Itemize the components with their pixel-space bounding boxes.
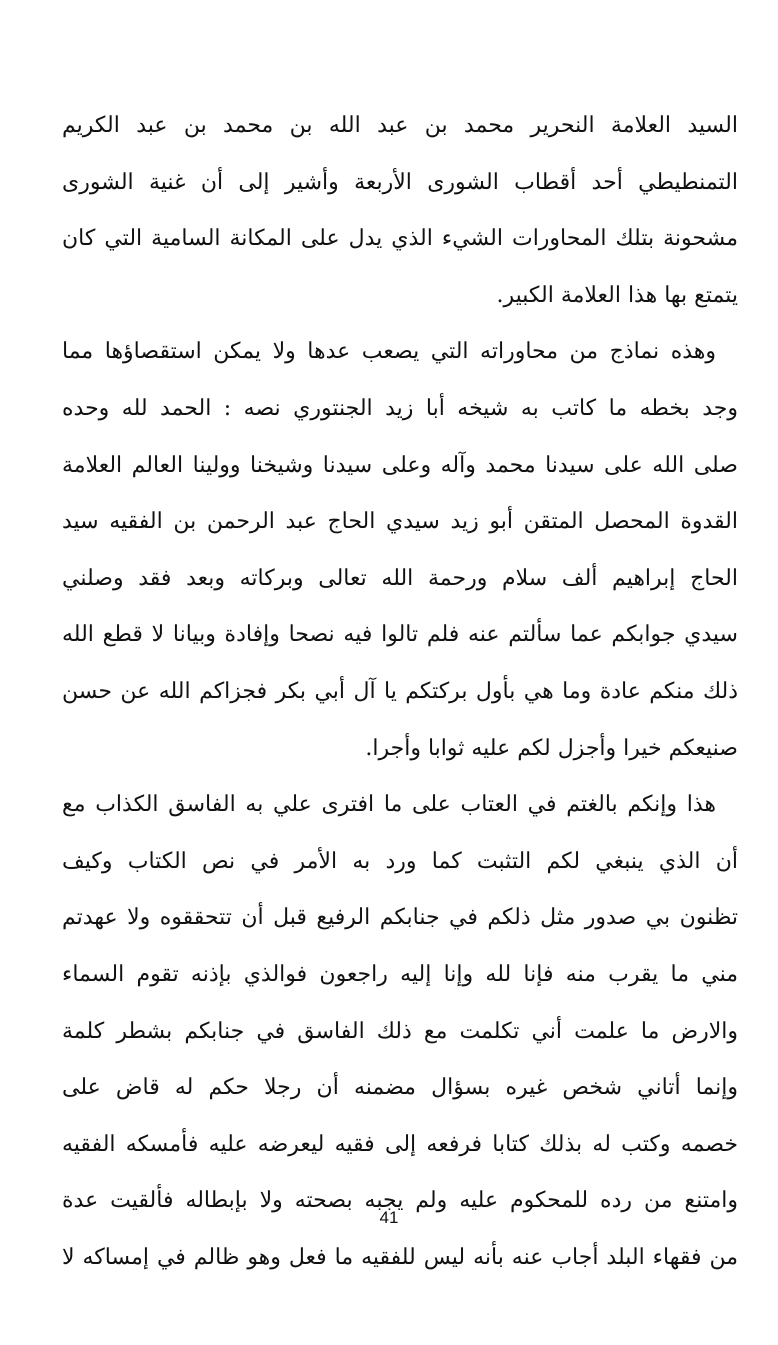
text-line: التمنطيطي أحد أقطاب الشورى الأربعة وأشير إلى أن غنية الشورى: [62, 169, 738, 195]
text-line: القدوة المحصل المتقن أبو زيد سيدي الحاج عبد الرحمن بن الفقيه سيد: [62, 509, 738, 535]
text-line: وامتنع من رده للمحكوم عليه ولم يجبه بصحته ولا بإبطاله فألقيت عدة: [62, 1188, 738, 1214]
text-line: يتمتع بها هذا العلامة الكبير.: [496, 282, 738, 308]
body-text: [62, 98, 738, 1286]
text-line: من فقهاء البلد أجاب عنه بأنه ليس للفقيه ما فعل وهو ظالم في إمساكه لا: [62, 1244, 738, 1270]
text-line: سيدي جوابكم عما سألتم عنه فلم تالوا فيه نصحا وإفادة وبيانا لا قطع الله: [62, 622, 738, 648]
page-number: 41: [379, 1208, 399, 1227]
text-line: والارض ما علمت أني تكلمت مع ذلك الفاسق في جنابكم بشطر كلمة: [62, 1018, 738, 1044]
paragraph-start-line: هذا وإنكم بالغتم في العتاب على ما افترى علي به الفاسق الكذاب مع: [62, 792, 716, 818]
text-line: خصمه وكتب له بذلك كتابا فرفعه إلى فقيه ليعرضه عليه فأمسكه الفقيه: [62, 1131, 738, 1157]
text-line: الحاج إبراهيم ألف سلام ورحمة الله تعالى وبركاته وبعد فقد وصلني: [62, 565, 738, 591]
text-line: تظنون بي صدور مثل ذلكم في جنابكم الرفيع قبل أن تتحققوه ولا عهدتم: [62, 905, 738, 931]
text-line: مشحونة بتلك المحاورات الشيء الذي يدل على المكانة السامية التي كان: [62, 226, 738, 252]
text-line: صلى الله على سيدنا محمد وآله وعلى سيدنا وشيخنا وولينا العالم العلامة: [62, 452, 738, 478]
text-line: أن الذي ينبغي لكم التثبت كما ورد به الأمر في نص الكتاب وكيف: [62, 848, 738, 874]
text-line: صنيعكم خيرا وأجزل لكم عليه ثوابا وأجرا.: [365, 735, 738, 761]
text-line: وجد بخطه ما كاتب به شيخه أبا زيد الجنتوري نصه : الحمد لله وحده: [62, 395, 738, 421]
paragraph-start-line: وهذه نماذج من محاوراته التي يصعب عدها ولا يمكن استقصاؤها مما: [62, 339, 716, 365]
text-line: مني ما يقرب منه فإنا لله وإنا إليه راجعون فوالذي بإذنه تقوم السماء: [62, 961, 738, 987]
text-line: وإنما أتاني شخص غيره بسؤال مضمنه أن رجلا حكم له قاض على: [62, 1075, 738, 1101]
text-line: السيد العلامة النحرير محمد بن عبد الله بن محمد بن عبد الكريم: [62, 113, 738, 138]
text-line: ذلك منكم عادة وما هي بأول بركتكم يا آل أبي بكر فجزاكم الله عن حسن: [62, 678, 738, 704]
